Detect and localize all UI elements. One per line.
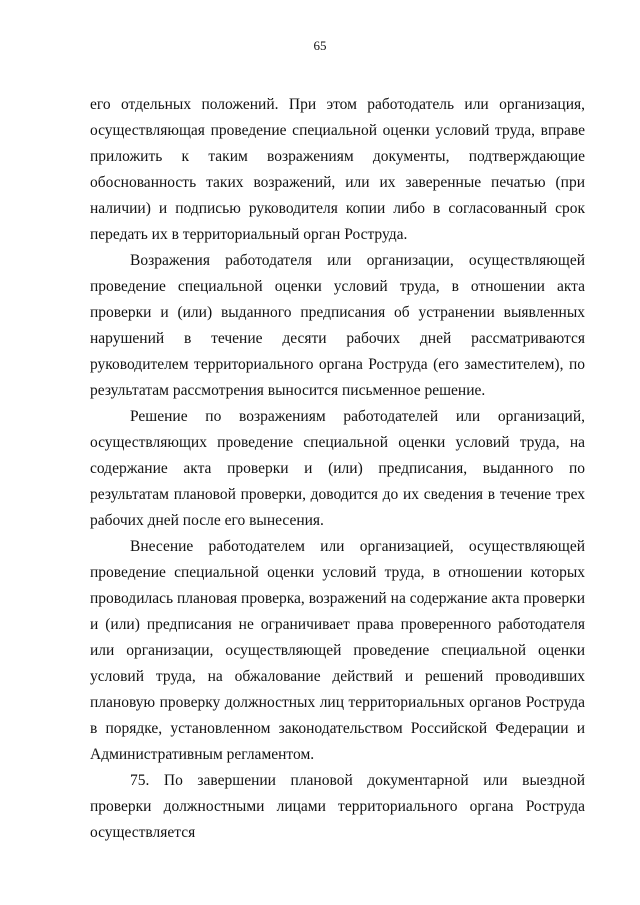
- paragraph-objections: Возражения работодателя или организации, осуществляющей проведение специальной оценки условий труда, в отношении акта проверки и (или) выданного предписания об устранении выявленных нарушений в течение десяти рабочих дней рассматриваются руководителем территориального органа Роструда (его заместителем), по результатам рассмотрения выносится письменное решение.: [90, 252, 585, 399]
- page-number: 65: [313, 38, 327, 53]
- paragraph-item-75: 75. По завершении плановой документарной или выездной проверки должностными лицами территориального органа Роструда осуществляется: [90, 772, 585, 841]
- paragraph-decision: Решение по возражениям работодателей или организаций, осуществляющих проведение специальной оценки условий труда, на содержание акта проверки и (или) предписания, выданного по результатам плановой проверки, доводится до их сведения в течение трех рабочих дней после его вынесения.: [90, 408, 585, 529]
- paragraph-continuation: его отдельных положений. При этом работодатель или организация, осуществляющая проведение специальной оценки условий труда, вправе приложить к таким возражениям документы, подтверждающие обоснованность таких возражений, или их заверенные печатью (при наличии) и подписью руководителя копии либо в согласованный срок передать их в территориальный орган Роструда.: [90, 96, 585, 243]
- paragraph-appeal-rights: Внесение работодателем или организацией, осуществляющей проведение специальной оценки условий труда, в отношении которых проводилась плановая проверка, возражений на содержание акта проверки и (или) предписания не ограничивает права проверенного работодателя или организации, осуществляющей проведение специальной оценки условий труда, на обжалование действий и решений проводивших плановую проверку должностных лиц территориальных органов Роструда в порядке, установленном законодательством Российской Федерации и Административным регламентом.: [90, 538, 585, 763]
- document-body: [90, 92, 585, 846]
